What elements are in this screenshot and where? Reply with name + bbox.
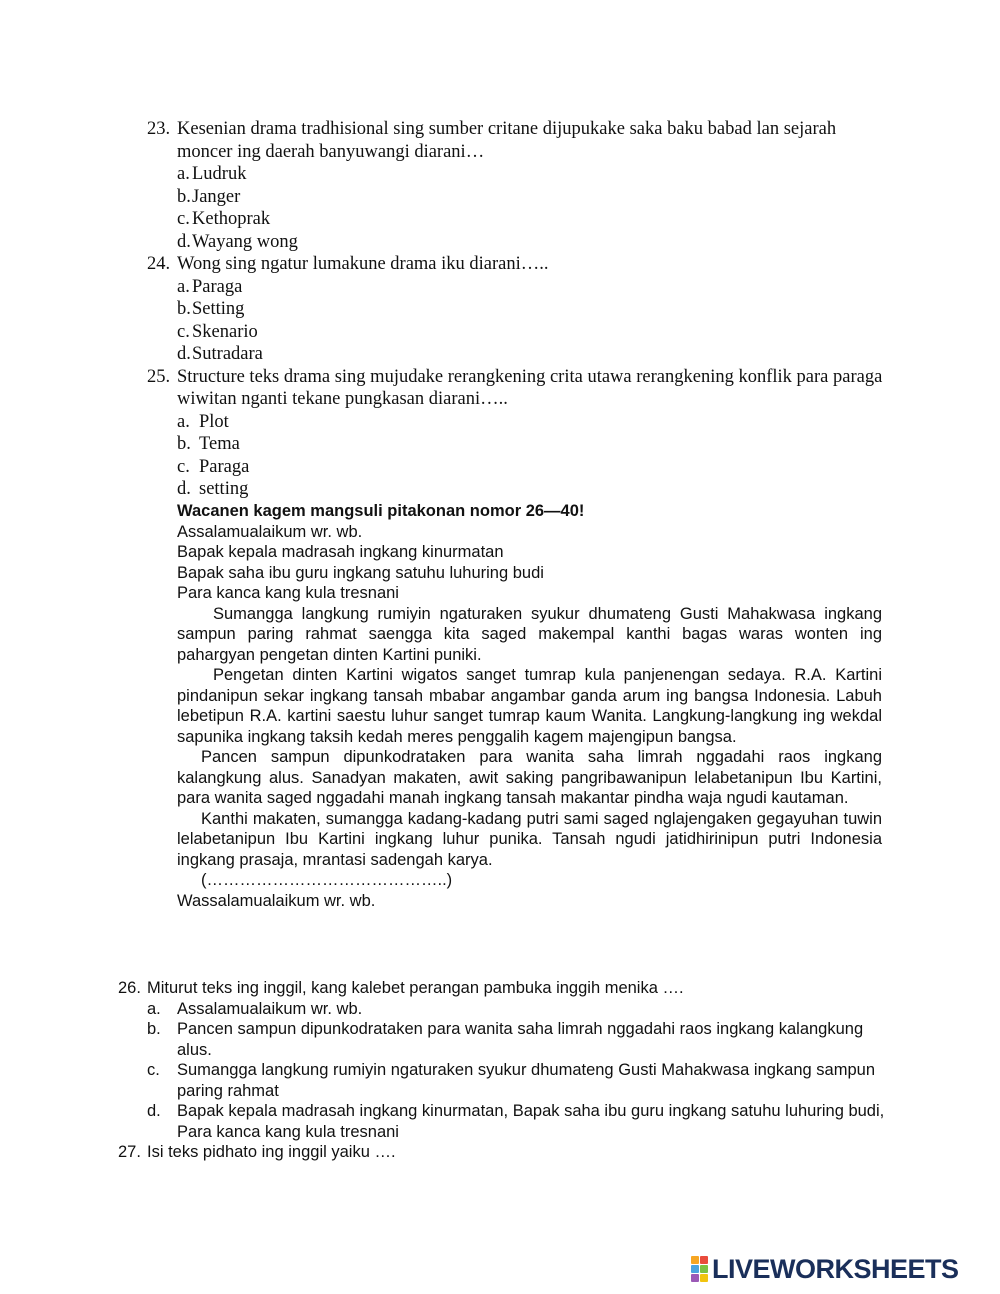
logo-mark-icon xyxy=(691,1256,708,1282)
passage-paragraph: Sumangga langkung rumiyin ngaturaken syukur dhumateng Gusti Mahakwasa ingkang sampun paring rahmat saengga kita saged makempal kanthi bagas waras wonten ing pahargyan pengetan dinten Kartini puniki. xyxy=(177,604,882,664)
option[interactable] xyxy=(118,1019,888,1060)
option[interactable] xyxy=(147,231,887,254)
option[interactable] xyxy=(147,321,887,344)
logo-block xyxy=(700,1265,708,1273)
option-letter: a. xyxy=(177,411,190,432)
option-letter: b. xyxy=(177,434,191,454)
option-text: Janger xyxy=(192,186,241,207)
question-26 xyxy=(118,978,888,1142)
option-text: setting xyxy=(199,479,249,499)
question-number: 24. xyxy=(147,254,171,274)
option-text: Paraga xyxy=(199,456,250,477)
passage-greeting: Assalamualaikum wr. wb. xyxy=(177,522,363,541)
passage-address-line: Para kanca kang kula tresnani xyxy=(177,584,399,602)
option-letter: d. xyxy=(147,1102,161,1120)
logo-block xyxy=(691,1274,699,1282)
passage-paragraph: Pengetan dinten Kartini wigatos sanget tumrap kula panjenengan sedaya. R.A. Kartini pindanipun sekar ingkang tansah mbabar angambar ganda arum ing bangsa Indonesia. Labuh lebetipun R.A. kartini saestu luhur sanget tumrap kaum Wanita. Langkung-langkung ing wekdal sapunika ingkang taksih kedah meres penggalih kagem majengipun bangsa. xyxy=(177,666,882,746)
option-text: Pancen sampun dipunkodrataken para wanita saha limrah nggadahi raos ingkang kalangkung alus. xyxy=(177,1020,864,1059)
option[interactable] xyxy=(147,208,887,231)
option[interactable] xyxy=(118,999,888,1020)
passage-paragraph: Pancen sampun dipunkodrataken para wanita saha limrah nggadahi raos ingkang kalangkung alus. Sanadyan makaten, awit saking pangribawanipun lelabetanipun Ibu Kartini, para wanita saged nggadahi manah ingkang tansah makantar pindha waja ngudi kautaman. xyxy=(177,748,882,807)
option-text: Ludruk xyxy=(192,164,247,184)
option-text: Plot xyxy=(199,411,229,432)
option-text: Skenario xyxy=(192,321,258,342)
question-27 xyxy=(118,1142,888,1163)
passage-paragraph: Kanthi makaten, sumangga kadang-kadang putri sami saged nglajengaken gegayuhan tuwin lelabetanipun Ibu Kartini ingkang luhur punika. Tansah ngudi jatidhirinipun putri Indonesia ingkang prasaja, mrantasi sadengah karya. xyxy=(177,809,882,869)
question-text: Wong sing ngatur lumakune drama iku diarani….. xyxy=(177,254,549,274)
option[interactable] xyxy=(147,456,887,479)
option-text: Wayang wong xyxy=(192,231,298,252)
option-letter: d. xyxy=(177,231,191,252)
question-number: 26. xyxy=(118,979,141,997)
logo-block xyxy=(700,1256,708,1264)
logo-block xyxy=(700,1274,708,1282)
option-letter: c. xyxy=(177,456,190,477)
passage-closing: Wassalamualaikum wr. wb. xyxy=(177,891,376,910)
option[interactable] xyxy=(118,1060,888,1101)
liveworksheets-logo xyxy=(691,1254,959,1284)
question-text: Structure teks drama sing mujudake rerangkening crita utawa rerangkening konflik para paraga wiwitan nganti tekane pungkasan diarani….. xyxy=(177,366,883,409)
question-number: 23. xyxy=(147,119,171,139)
option[interactable] xyxy=(147,298,887,321)
question-24 xyxy=(147,253,887,366)
option-text: Sumangga langkung rumiyin ngaturaken syukur dhumateng Gusti Mahakwasa ingkang sampun paring rahmat xyxy=(177,1061,875,1100)
option-letter: d. xyxy=(177,479,191,499)
question-number: 25. xyxy=(147,366,171,387)
logo-text: LIVEWORKSHEETS xyxy=(712,1253,959,1284)
questions-part2 xyxy=(118,978,888,1163)
option-letter: a. xyxy=(147,999,161,1018)
passage-address-line: Bapak kepala madrasah ingkang kinurmatan xyxy=(177,543,504,561)
question-23 xyxy=(147,118,887,253)
option-letter: c. xyxy=(147,1061,160,1079)
question-25 xyxy=(147,366,887,501)
option[interactable] xyxy=(118,1101,888,1142)
option-letter: b. xyxy=(147,1020,161,1038)
option-text: Kethoprak xyxy=(192,209,271,229)
passage-blank: (……………………………………..) xyxy=(201,871,453,889)
option-text: Bapak kepala madrasah ingkang kinurmatan, Bapak saha ibu guru ingkang satuhu luhuring budi, Para kanca kang kula tresnani xyxy=(177,1102,885,1141)
option-letter: c. xyxy=(177,321,190,342)
reading-passage xyxy=(177,501,882,911)
option[interactable] xyxy=(147,478,887,501)
option-text: Sutradara xyxy=(192,344,263,364)
option-text: Setting xyxy=(192,299,245,319)
option-letter: a. xyxy=(177,164,190,184)
option-text: Paraga xyxy=(192,276,243,297)
option[interactable] xyxy=(147,343,887,366)
option[interactable] xyxy=(147,433,887,456)
option-letter: c. xyxy=(177,209,190,229)
question-text: Miturut teks ing inggil, kang kalebet perangan pambuka inggih menika …. xyxy=(147,979,684,997)
passage-address-line: Bapak saha ibu guru ingkang satuhu luhuring budi xyxy=(177,563,544,582)
option[interactable] xyxy=(147,276,887,299)
option[interactable] xyxy=(147,411,887,434)
logo-block xyxy=(691,1265,699,1273)
logo-block xyxy=(691,1256,699,1264)
option-letter: b. xyxy=(177,186,191,207)
option[interactable] xyxy=(147,186,887,209)
option-letter: d. xyxy=(177,344,191,364)
option-text: Assalamualaikum wr. wb. xyxy=(177,999,363,1018)
question-number: 27. xyxy=(118,1143,141,1161)
option-letter: b. xyxy=(177,299,191,319)
option[interactable] xyxy=(147,163,887,186)
passage-heading: Wacanen kagem mangsuli pitakonan nomor 26—40! xyxy=(177,502,585,520)
question-text: Isi teks pidhato ing inggil yaiku …. xyxy=(147,1143,396,1161)
option-letter: a. xyxy=(177,276,190,297)
question-text: Kesenian drama tradhisional sing sumber critane dijupukake saka baku babad lan sejarah moncer ing daerah banyuwangi diarani… xyxy=(177,119,837,162)
option-text: Tema xyxy=(199,434,240,454)
questions-part1 xyxy=(147,118,887,501)
